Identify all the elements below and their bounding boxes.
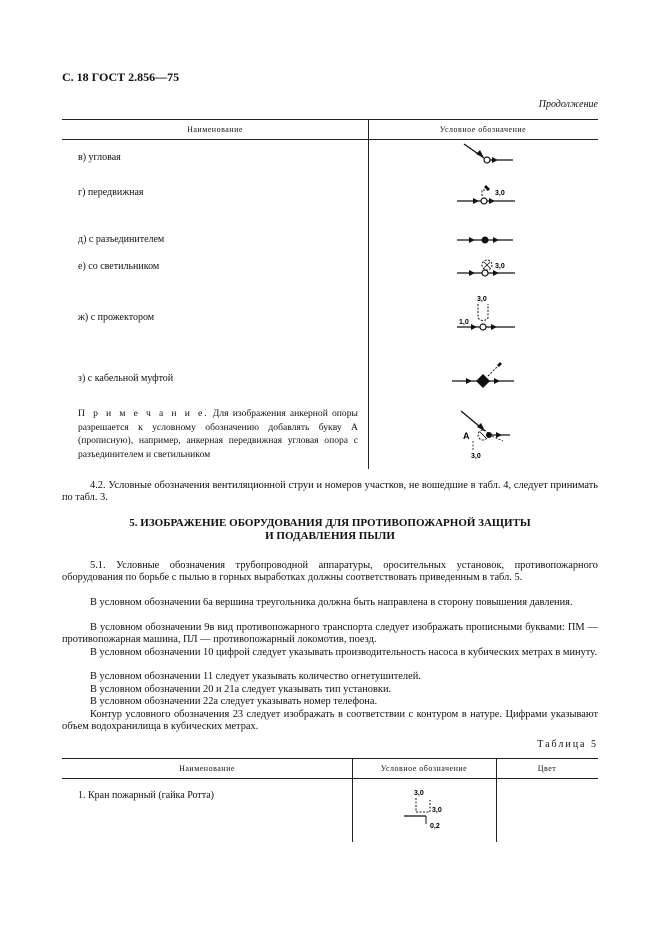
paragraph-20: В условном обозначении 20 и 21а следует указывать тип установки. — [90, 684, 392, 695]
table-note — [78, 407, 358, 461]
angular-support-icon — [458, 140, 518, 170]
paragraph-6a: В условном обозначении 6а вершина треугольника должна быть направлена в сторону повышения давления. — [90, 597, 573, 608]
dim-label: 3,0 — [414, 790, 424, 797]
mobile-support-icon — [455, 182, 525, 212]
paragraph-5-1: 5.1. Условные обозначения трубопроводной аппаратуры, оросительных установок, противопожарного оборудования по борьбе с пылью в горных выработках должны соответствовать приведенным в табл. 5. — [62, 560, 598, 584]
dim-label: 3,0 — [495, 263, 505, 270]
projector-support-icon — [455, 292, 525, 338]
section-5-title — [62, 517, 598, 543]
fire-hydrant-icon — [402, 786, 462, 836]
lamp-support-icon — [455, 256, 525, 282]
table5-col-name: Наименование — [179, 764, 235, 773]
anchor-support-example-icon — [455, 405, 525, 461]
note-label: П р и м е ч а н и е. — [78, 408, 209, 419]
table-5-caption: Таблица 5 — [537, 739, 598, 750]
table5-col-color: Цвет — [537, 764, 557, 773]
table-top-border — [62, 119, 598, 120]
dim-label: 1,0 — [459, 319, 469, 326]
table5-row-fire-hydrant: 1. Кран пожарный (гайка Ротта) — [78, 790, 215, 801]
anchor-letter: А — [463, 431, 470, 441]
row-disconnector: д) с разъединителем — [78, 234, 165, 245]
continuation-label: Продолжение — [538, 99, 598, 110]
dim-label: 3,0 — [432, 807, 442, 814]
section-5-title-line2: И ПОДАВЛЕНИЯ ПЫЛИ — [265, 530, 395, 542]
row-projector: ж) с прожектором — [78, 312, 155, 323]
dim-label: 0,2 — [430, 823, 440, 830]
disconnector-support-icon — [455, 231, 517, 247]
table-column-divider — [368, 119, 369, 469]
row-lamp: е) со светильником — [78, 261, 160, 272]
paragraph-22a: В условном обозначении 22а следует указывать номер телефона. — [90, 696, 378, 707]
table5-top-border — [62, 758, 598, 759]
table5-header-border — [62, 778, 598, 779]
page-header: С. 18 ГОСТ 2.856—75 — [62, 70, 180, 84]
col-header-name: Наименование — [187, 125, 243, 134]
paragraph-9v: В условном обозначении 9в вид противопожарного транспорта следует изображать прописными буквами: ПМ — противопожарная машина, ПЛ — противопожарный локомотив, поезд. — [62, 622, 598, 646]
dim-label: 3,0 — [471, 453, 481, 460]
paragraph-23: Контур условного обозначения 23 следует изображать в соответствии с контуром в натуре. Цифрами указывают объем водохранилища в кубических метрах. — [62, 709, 598, 733]
paragraph-4-2: 4.2. Условные обозначения вентиляционной струи и номеров участков, не вошедшие в табл. 4, следует принимать по табл. 3. — [62, 480, 598, 504]
dim-label: 3,0 — [477, 296, 487, 303]
table5-col-symbol: Условное обозначение — [380, 764, 468, 773]
paragraph-10: В условном обозначении 10 цифрой следует указывать производительность насоса в кубических метрах в минуту. — [90, 647, 597, 658]
row-cable-coupling: з) с кабельной муфтой — [78, 373, 174, 384]
note-text: Для изображения анкерной опоры разрешается к условному обозначению добавлять букву А (прописную), например, анкерная передвижная угловая опора с разъединителем и светильником — [78, 408, 358, 460]
paragraph-11: В условном обозначении 11 следует указывать количество огнетушителей. — [90, 671, 421, 682]
col-header-symbol: Условное обозначение — [439, 125, 527, 134]
section-5-title-line1: 5. ИЗОБРАЖЕНИЕ ОБОРУДОВАНИЯ ДЛЯ ПРОТИВОПОЖАРНОЙ ЗАЩИТЫ — [129, 517, 531, 529]
dim-label: 3,0 — [495, 190, 505, 197]
cable-coupling-support-icon — [450, 358, 525, 398]
row-angular: в) угловая — [78, 152, 121, 163]
row-mobile: г) передвижная — [78, 187, 144, 198]
